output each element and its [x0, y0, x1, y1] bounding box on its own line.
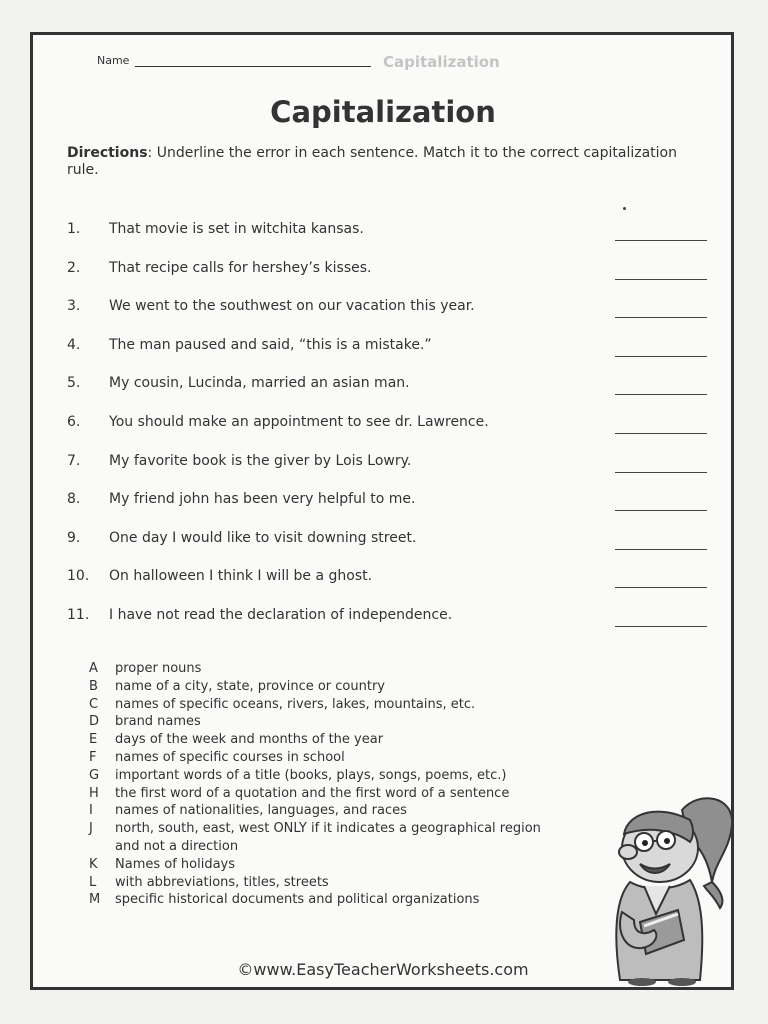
question-number: 4.: [67, 336, 81, 353]
rule-text: proper nouns: [115, 661, 202, 676]
rule-text: days of the week and months of the year: [115, 732, 384, 748]
rule-letter: K: [89, 856, 98, 872]
question-sentence[interactable]: My friend john has been very helpful to me.: [109, 491, 416, 508]
rule-letter: G: [89, 767, 100, 783]
rule-text: the first word of a quotation and the first word of a sentence: [115, 785, 510, 801]
question-item: [67, 601, 717, 640]
question-sentence[interactable]: On halloween I think I will be a ghost.: [109, 568, 373, 585]
rule-letter: L: [89, 874, 97, 890]
answer-blank[interactable]: [615, 279, 707, 280]
question-number: 1.: [67, 221, 81, 237]
rule-letter: F: [89, 749, 97, 765]
rule-letter: B: [89, 678, 98, 694]
answer-blank[interactable]: [615, 240, 707, 241]
answer-blank[interactable]: [615, 626, 707, 627]
question-number: 11.: [67, 606, 90, 623]
rule-text: names of nationalities, languages, and races: [115, 803, 407, 819]
rule-text: north, south, east, west ONLY if it indicates a geographical region: [115, 821, 541, 837]
question-list: [67, 215, 717, 640]
question-number: 10.: [67, 568, 90, 585]
question-item: [67, 562, 717, 601]
answer-blank[interactable]: [615, 587, 707, 588]
question-sentence[interactable]: One day I would like to visit downing street.: [109, 529, 417, 546]
rule-letter: I: [89, 803, 93, 819]
answer-blank[interactable]: [615, 472, 707, 473]
header-title: Capitalization: [383, 53, 500, 71]
answer-blank[interactable]: [615, 394, 707, 395]
rule-text: names of specific oceans, rivers, lakes, mountains, etc.: [115, 696, 476, 712]
rule-text: name of a city, state, province or country: [115, 678, 386, 694]
name-line[interactable]: [135, 66, 371, 67]
teacher-holding-book-icon: [604, 790, 744, 986]
question-sentence[interactable]: That movie is set in witchita kansas.: [109, 221, 364, 237]
answer-blank[interactable]: [615, 317, 707, 318]
question-number: 9.: [67, 529, 81, 546]
directions: [67, 145, 707, 179]
answer-blank[interactable]: [615, 549, 707, 550]
rule-text: brand names: [115, 714, 201, 730]
rule-letter: C: [89, 696, 99, 712]
question-sentence[interactable]: My cousin, Lucinda, married an asian man.: [109, 375, 410, 392]
rule-letter: A: [89, 661, 98, 676]
name-label: Name: [97, 54, 130, 67]
stray-dot: [623, 207, 626, 210]
rule-letter: D: [89, 714, 100, 730]
directions-label: Directions: [67, 145, 148, 161]
question-item: [67, 485, 717, 524]
question-sentence[interactable]: My favorite book is the giver by Lois Lowry.: [109, 452, 412, 469]
question-sentence[interactable]: You should make an appointment to see dr. Lawrence.: [109, 413, 489, 430]
page-title: Capitalization: [270, 95, 496, 129]
question-item: [67, 292, 717, 331]
question-sentence[interactable]: The man paused and said, “this is a mistake.”: [109, 336, 432, 353]
footer-copyright: ©www.EasyTeacherWorksheets.com: [237, 960, 529, 979]
rule-text: important words of a title (books, plays, songs, poems, etc.): [115, 767, 507, 783]
question-number: 3.: [67, 298, 81, 315]
question-item: [67, 408, 717, 447]
question-item: [67, 447, 717, 486]
answer-blank[interactable]: [615, 510, 707, 511]
question-number: 2.: [67, 259, 81, 276]
question-sentence[interactable]: I have not read the declaration of independence.: [109, 606, 453, 623]
question-item: [67, 215, 717, 254]
answer-blank[interactable]: [615, 433, 707, 434]
rule-letter: J: [89, 821, 93, 837]
directions-text: : Underline the error in each sentence. Match it to the correct capitalization rule.: [67, 145, 677, 178]
question-item: [67, 254, 717, 293]
question-number: 8.: [67, 491, 81, 508]
question-number: 7.: [67, 452, 81, 469]
rule-text: Names of holidays: [115, 856, 236, 872]
question-number: 5.: [67, 375, 81, 392]
answer-blank[interactable]: [615, 356, 707, 357]
rule-letter: H: [89, 785, 99, 801]
question-item: [67, 331, 717, 370]
question-number: 6.: [67, 413, 81, 430]
question-sentence[interactable]: That recipe calls for hershey’s kisses.: [109, 259, 372, 276]
rule-text: specific historical documents and political organizations: [115, 892, 480, 908]
question-item: [67, 524, 717, 563]
rule-letter: M: [89, 892, 101, 908]
rule-text: names of specific courses in school: [115, 749, 345, 765]
rule-text: and not a direction: [115, 838, 239, 854]
question-sentence[interactable]: We went to the southwest on our vacation this year.: [109, 298, 475, 315]
rule-text: with abbreviations, titles, streets: [115, 874, 329, 890]
question-item: [67, 369, 717, 408]
rule-letter: E: [89, 732, 98, 748]
